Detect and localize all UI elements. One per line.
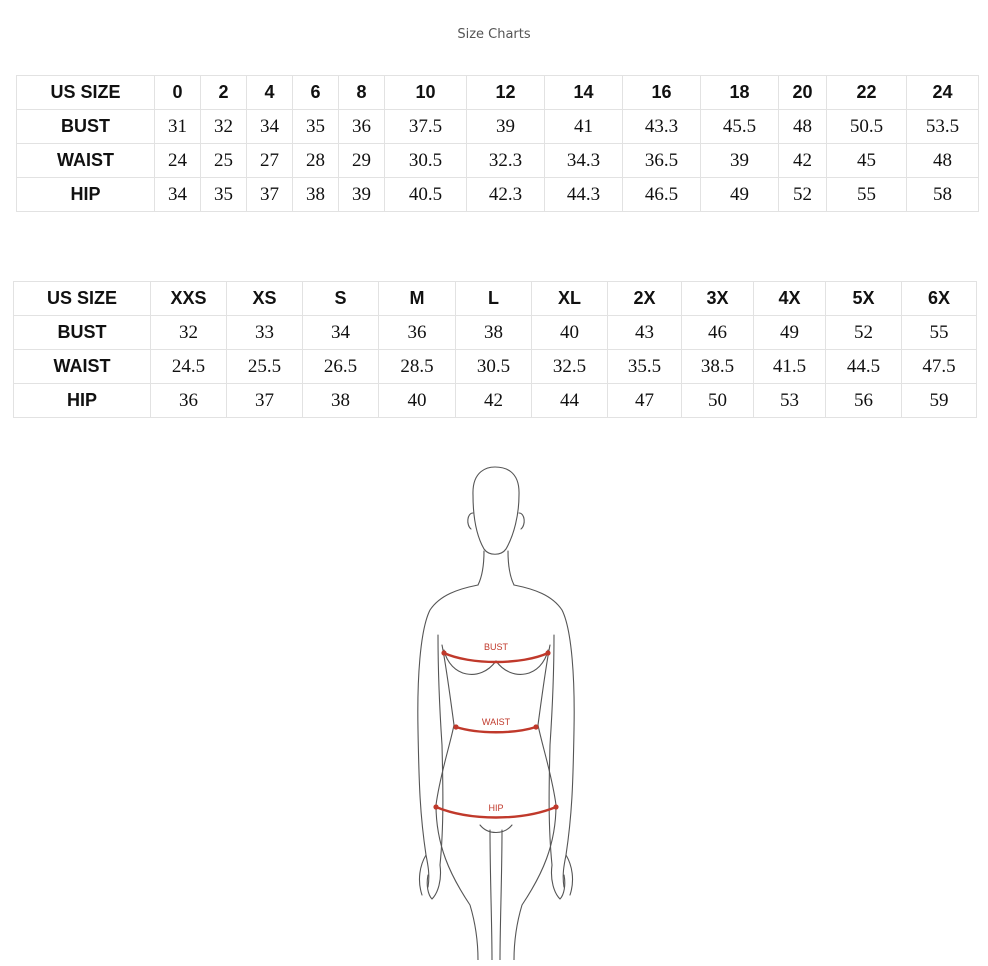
measurement-cell: 38: [303, 384, 379, 418]
right-ear: [519, 513, 524, 529]
measurement-cell: 36.5: [623, 144, 701, 178]
head-outline: [473, 467, 519, 554]
header-size-cell: 2: [201, 76, 247, 110]
header-size-cell: 20: [779, 76, 827, 110]
row-label-cell: WAIST: [17, 144, 155, 178]
measurement-cell: 43: [608, 316, 682, 350]
table-row: [17, 110, 979, 144]
measurement-cell: 47: [608, 384, 682, 418]
header-size-cell: 18: [701, 76, 779, 110]
header-size-cell: 4X: [754, 282, 826, 316]
header-size-cell: 3X: [682, 282, 754, 316]
measurement-cell: 53.5: [907, 110, 979, 144]
measurement-cell: 41: [545, 110, 623, 144]
measurement-cell: 44: [532, 384, 608, 418]
measurement-cell: 50.5: [827, 110, 907, 144]
header-size-cell: 6: [293, 76, 339, 110]
header-size-cell: XL: [532, 282, 608, 316]
header-size-cell: 2X: [608, 282, 682, 316]
measurement-cell: 49: [754, 316, 826, 350]
table-row: [14, 350, 977, 384]
header-size-cell: 24: [907, 76, 979, 110]
hip-label: HIP: [488, 803, 504, 813]
measurement-cell: 42: [779, 144, 827, 178]
measurement-cell: 38: [456, 316, 532, 350]
measurement-cell: 53: [754, 384, 826, 418]
table-row: [17, 178, 979, 212]
bust-label: BUST: [483, 642, 509, 652]
measurement-cell: 39: [467, 110, 545, 144]
measurement-cell: 46: [682, 316, 754, 350]
row-label-cell: WAIST: [14, 350, 151, 384]
measurement-cell: 28: [293, 144, 339, 178]
header-size-cell: M: [379, 282, 456, 316]
measurement-cell: 56: [826, 384, 902, 418]
left-ear: [468, 513, 473, 529]
measurement-cell: 52: [779, 178, 827, 212]
header-size-cell: 8: [339, 76, 385, 110]
table-header-row: [14, 282, 977, 316]
measurement-cell: 35.5: [608, 350, 682, 384]
measurement-cell: 50: [682, 384, 754, 418]
body-measurement-figure: [380, 455, 620, 960]
measurement-cell: 34: [303, 316, 379, 350]
measurement-cell: 35: [293, 110, 339, 144]
measurement-cell: 31: [155, 110, 201, 144]
header-size-cell: XXS: [151, 282, 227, 316]
measurement-cell: 32.5: [532, 350, 608, 384]
header-label-cell: US SIZE: [14, 282, 151, 316]
measurement-cell: 40: [379, 384, 456, 418]
right-arm-outer: [514, 585, 574, 887]
header-size-cell: XS: [227, 282, 303, 316]
header-size-cell: 6X: [902, 282, 977, 316]
measurement-cell: 43.3: [623, 110, 701, 144]
measurement-cell: 28.5: [379, 350, 456, 384]
measurement-cell: 39: [701, 144, 779, 178]
header-size-cell: 4: [247, 76, 293, 110]
header-size-cell: 5X: [826, 282, 902, 316]
row-label-cell: BUST: [17, 110, 155, 144]
measurement-cell: 58: [907, 178, 979, 212]
measurement-cell: 38: [293, 178, 339, 212]
inner-legs: [490, 830, 502, 960]
measurement-cell: 39: [339, 178, 385, 212]
left-hand: [419, 855, 440, 899]
measurement-cell: 36: [339, 110, 385, 144]
measurement-cell: 30.5: [456, 350, 532, 384]
measurement-cell: 29: [339, 144, 385, 178]
header-size-cell: 10: [385, 76, 467, 110]
measurement-cell: 46.5: [623, 178, 701, 212]
measurement-cell: 59: [902, 384, 977, 418]
row-label-cell: HIP: [17, 178, 155, 212]
row-label-cell: HIP: [14, 384, 151, 418]
measurement-cell: 32: [201, 110, 247, 144]
measurement-cell: 34: [155, 178, 201, 212]
measurement-cell: 24.5: [151, 350, 227, 384]
header-label-cell: US SIZE: [17, 76, 155, 110]
measurement-cell: 34.3: [545, 144, 623, 178]
measurement-cell: 40.5: [385, 178, 467, 212]
body-outline-illustration: [380, 455, 620, 960]
right-arm-inner: [549, 635, 554, 865]
neck-left: [478, 551, 484, 585]
measurement-cell: 42: [456, 384, 532, 418]
table-row: [17, 144, 979, 178]
header-size-cell: L: [456, 282, 532, 316]
table-row: [14, 384, 977, 418]
right-hand: [551, 855, 572, 899]
measurement-cell: 41.5: [754, 350, 826, 384]
header-size-cell: 14: [545, 76, 623, 110]
crotch: [480, 825, 512, 833]
measurement-cell: 27: [247, 144, 293, 178]
measurement-cell: 33: [227, 316, 303, 350]
measurement-dots: [433, 650, 558, 809]
measurement-cell: 44.3: [545, 178, 623, 212]
measurement-cell: 26.5: [303, 350, 379, 384]
header-size-cell: 0: [155, 76, 201, 110]
header-size-cell: S: [303, 282, 379, 316]
measurement-cell: 37.5: [385, 110, 467, 144]
measurement-cell: 48: [907, 144, 979, 178]
measurement-cell: 44.5: [826, 350, 902, 384]
measurement-cell: 45.5: [701, 110, 779, 144]
measurement-cell: 37: [227, 384, 303, 418]
table-header-row: [17, 76, 979, 110]
measurement-cell: 24: [155, 144, 201, 178]
neck-right: [508, 551, 514, 585]
measurement-cell: 32: [151, 316, 227, 350]
measurement-cell: 45: [827, 144, 907, 178]
measurement-cell: 34: [247, 110, 293, 144]
page-title: Size Charts: [457, 27, 531, 42]
measurement-cell: 52: [826, 316, 902, 350]
header-size-cell: 12: [467, 76, 545, 110]
header-size-cell: 16: [623, 76, 701, 110]
measurement-cell: 35: [201, 178, 247, 212]
measurement-cell: 55: [902, 316, 977, 350]
measurement-cell: 49: [701, 178, 779, 212]
measurement-cell: 25.5: [227, 350, 303, 384]
measurement-cell: 25: [201, 144, 247, 178]
size-table-alpha: [13, 281, 977, 418]
measurement-cell: 36: [151, 384, 227, 418]
waist-label: WAIST: [481, 717, 511, 727]
measurement-cell: 38.5: [682, 350, 754, 384]
measurement-cell: 47.5: [902, 350, 977, 384]
left-arm-inner: [438, 635, 443, 865]
size-table-numeric: [16, 75, 979, 212]
measurement-cell: 32.3: [467, 144, 545, 178]
measurement-cell: 48: [779, 110, 827, 144]
measurement-cell: 30.5: [385, 144, 467, 178]
measurement-cell: 40: [532, 316, 608, 350]
row-label-cell: BUST: [14, 316, 151, 350]
measurement-cell: 42.3: [467, 178, 545, 212]
measurement-cell: 55: [827, 178, 907, 212]
measurement-cell: 37: [247, 178, 293, 212]
table-row: [14, 316, 977, 350]
waist-measure-line: [456, 727, 536, 732]
header-size-cell: 22: [827, 76, 907, 110]
measurement-cell: 36: [379, 316, 456, 350]
left-arm-outer: [418, 585, 478, 887]
measurement-lines: [436, 653, 556, 818]
